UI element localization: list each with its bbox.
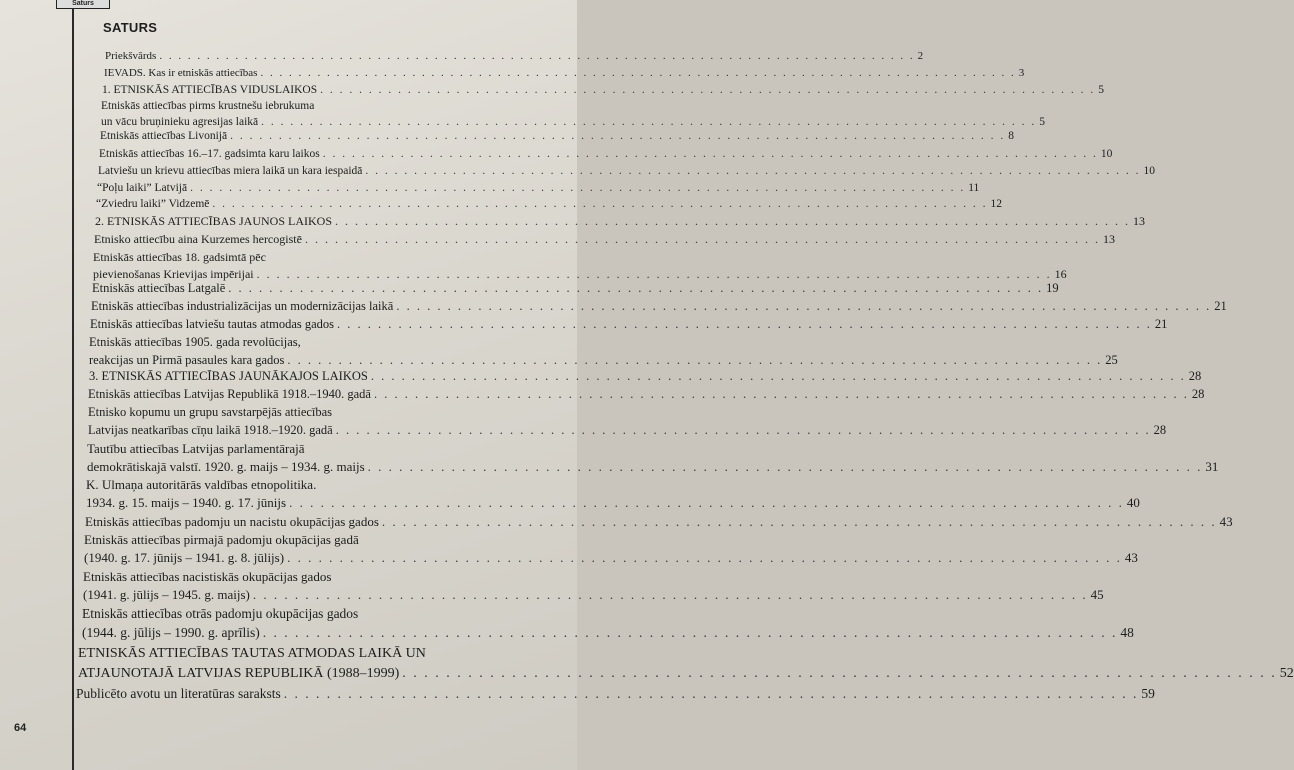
toc-entry-line: Etniskās attiecības pirmajā padomju okupācijas gadā bbox=[84, 532, 359, 547]
toc-page-number: 43 bbox=[1124, 550, 1138, 566]
dot-leader: . . . . . . . . . . . . . . . . . . . . . . . . . . . . . . . . . . . . . . . . . . . . . . . . . . . . . . . . . . . . . . . . . . . . . . . . . . . . . . . . bbox=[287, 550, 1122, 566]
toc-page-number: 21 bbox=[1154, 317, 1168, 331]
toc-entry-title: Publicēto avotu un literatūras saraksts bbox=[76, 686, 281, 701]
toc-entry-line: Etniskās attiecības nacistiskās okupācijas gados bbox=[83, 569, 332, 584]
toc-entry[interactable] bbox=[96, 198, 1003, 210]
dot-leader: . . . . . . . . . . . . . . . . . . . . . . . . . . . . . . . . . . . . . . . . . . . . . . . . . . . . . . . . . . . . . . . . . . . . . . . . . . . . . . . . bbox=[212, 198, 988, 210]
dot-leader: . . . . . . . . . . . . . . . . . . . . . . . . . . . . . . . . . . . . . . . . . . . . . . . . . . . . . . . . . . . . . . . . . . . . . . . . . . . . . . . . bbox=[335, 422, 1151, 437]
toc-entry-title: Etniskās attiecības latviešu tautas atmodas gados bbox=[90, 317, 335, 331]
dot-leader: . . . . . . . . . . . . . . . . . . . . . . . . . . . . . . . . . . . . . . . . . . . . . . . . . . . . . . . . . . . . . . . . . . . . . . . . . . . . . . . . bbox=[252, 587, 1088, 603]
toc-page-number: 10 bbox=[1100, 148, 1113, 160]
toc-entry[interactable] bbox=[82, 624, 1134, 641]
toc-entry-title: ATJAUNOTAJĀ LATVIJAS REPUBLIKĀ (1988–1999) bbox=[78, 665, 400, 681]
toc-entry-line: ETNISKĀS ATTIECĪBAS TAUTAS ATMODAS LAIKĀ UN bbox=[78, 646, 426, 661]
toc-entry[interactable] bbox=[94, 232, 1115, 247]
toc-entry-title: (1940. g. 17. jūnijs – 1941. g. 8. jūlijs) bbox=[84, 550, 285, 566]
toc-page-number: 11 bbox=[968, 182, 980, 194]
toc-entry-title: IEVADS. Kas ir etniskās attiecības bbox=[104, 67, 258, 79]
toc-entry-line: Etniskās attiecības 1905. gada revolūcijas, bbox=[89, 335, 301, 349]
toc-entry-title: (1941. g. jūlijs – 1945. g. maijs) bbox=[83, 587, 250, 603]
dot-leader: . . . . . . . . . . . . . . . . . . . . . . . . . . . . . . . . . . . . . . . . . . . . . . . . . . . . . . . . . . . . . . . . . . . . . . . . . . . . . . . . bbox=[283, 686, 1139, 701]
page-number: 64 bbox=[14, 722, 27, 734]
toc-page-number: 2 bbox=[917, 50, 924, 62]
dot-leader: . . . . . . . . . . . . . . . . . . . . . . . . . . . . . . . . . . . . . . . . . . . . . . . . . . . . . . . . . . . . . . . . . . . . . . . . . . . . . . . . bbox=[322, 148, 1098, 160]
toc-entry[interactable] bbox=[90, 317, 1168, 332]
toc-page-number: 3 bbox=[1018, 67, 1025, 79]
toc-entry-line: K. Ulmaņa autoritārās valdības etnopolitika. bbox=[86, 477, 317, 492]
toc-page-number: 19 bbox=[1046, 281, 1059, 295]
toc-page-number: 13 bbox=[1102, 232, 1115, 246]
toc-entry[interactable] bbox=[99, 148, 1113, 160]
toc-entry[interactable] bbox=[86, 495, 1140, 511]
dot-leader: . . . . . . . . . . . . . . . . . . . . . . . . . . . . . . . . . . . . . . . . . . . . . . . . . . . . . . . . . . . . . . . . . . . . . . . . . . . . . . . . bbox=[370, 369, 1186, 383]
dot-leader: . . . . . . . . . . . . . . . . . . . . . . . . . . . . . . . . . . . . . . . . . . . . . . . . . . . . . . . . . . . . . . . . . . . . . . . . . . . . . . . . bbox=[337, 317, 1152, 331]
dot-leader: . . . . . . . . . . . . . . . . . . . . . . . . . . . . . . . . . . . . . . . . . . . . . . . . . . . . . . . . . . . . . . . . . . . . . . . . . . . . . . . . bbox=[159, 50, 915, 62]
dot-leader: . . . . . . . . . . . . . . . . . . . . . . . . . . . . . . . . . . . . . . . . . . . . . . . . . . . . . . . . . . . . . . . . . . . . . . . . . . . . . . . . bbox=[373, 387, 1189, 401]
toc-page-number: 52 bbox=[1279, 665, 1294, 681]
toc-page-number: 40 bbox=[1126, 495, 1140, 511]
dot-leader: . . . . . . . . . . . . . . . . . . . . . . . . . . . . . . . . . . . . . . . . . . . . . . . . . . . . . . . . . . . . . . . . . . . . . . . . . . . . . . . . bbox=[260, 67, 1016, 79]
toc-entry[interactable] bbox=[83, 587, 1104, 603]
toc-entry-title: (1944. g. jūlijs – 1990. g. aprīlis) bbox=[82, 624, 260, 640]
toc-entry[interactable] bbox=[76, 686, 1155, 702]
toc-entry[interactable] bbox=[89, 369, 1202, 384]
toc-entry-line: Etniskās attiecības otrās padomju okupācijas gados bbox=[82, 606, 359, 621]
dot-leader: . . . . . . . . . . . . . . . . . . . . . . . . . . . . . . . . . . . . . . . . . . . . . . . . . . . . . . . . . . . . . . . . . . . . . . . . . . . . . . . . bbox=[396, 299, 1212, 313]
toc-entry[interactable] bbox=[89, 352, 1118, 368]
toc-page-number: 13 bbox=[1133, 214, 1146, 228]
toc-entry-line: Tautību attiecības Latvijas parlamentārajā bbox=[87, 441, 305, 456]
toc-page-number: 28 bbox=[1188, 369, 1202, 383]
toc-page-number: 28 bbox=[1191, 387, 1205, 401]
dot-leader: . . . . . . . . . . . . . . . . . . . . . . . . . . . . . . . . . . . . . . . . . . . . . . . . . . . . . . . . . . . . . . . . . . . . . . . . . . . . . . . . bbox=[304, 232, 1100, 246]
toc-page-number: 8 bbox=[1008, 130, 1014, 142]
page-title: SATURS bbox=[103, 20, 158, 35]
toc-entry[interactable] bbox=[91, 299, 1227, 314]
toc-entry-title: Etniskās attiecības Latvijas Republikā 1918.–1940. gadā bbox=[88, 387, 371, 401]
dot-leader: . . . . . . . . . . . . . . . . . . . . . . . . . . . . . . . . . . . . . . . . . . . . . . . . . . . . . . . . . . . . . . . . . . . . . . . . . . . . . . . . bbox=[367, 459, 1203, 475]
toc-entry[interactable] bbox=[105, 50, 924, 62]
toc-page-number: 25 bbox=[1105, 352, 1118, 367]
toc-page-number: 59 bbox=[1141, 686, 1155, 701]
dot-leader: . . . . . . . . . . . . . . . . . . . . . . . . . . . . . . . . . . . . . . . . . . . . . . . . . . . . . . . . . . . . . . . . . . . . . . . . . . . . . . . . bbox=[228, 281, 1044, 295]
toc-entry-title: 3. ETNISKĀS ATTIECĪBAS JAUNĀKAJOS LAIKOS bbox=[89, 369, 368, 383]
dot-leader: . . . . . . . . . . . . . . . . . . . . . . . . . . . . . . . . . . . . . . . . . . . . . . . . . . . . . . . . . . . . . . . . . . . . . . . . . . . . . . . . bbox=[289, 495, 1124, 511]
toc-page-number: 16 bbox=[1054, 266, 1067, 281]
dot-leader: . . . . . . . . . . . . . . . . . . . . . . . . . . . . . . . . . . . . . . . . . . . . . . . . . . . . . . . . . . . . . . . . . . . . . . . . . . . . . . . . bbox=[335, 214, 1131, 228]
toc-entry-title: “Poļu laiki” Latvijā bbox=[97, 182, 188, 194]
dot-leader: . . . . . . . . . . . . . . . . . . . . . . . . . . . . . . . . . . . . . . . . . . . . . . . . . . . . . . . . . . . . . . . . . . . . . . . . . . . . . . . . bbox=[402, 665, 1277, 681]
toc-entry-line: Etnisko kopumu un grupu savstarpējās attiecības bbox=[88, 405, 333, 419]
dot-leader: . . . . . . . . . . . . . . . . . . . . . . . . . . . . . . . . . . . . . . . . . . . . . . . . . . . . . . . . . . . . . . . . . . . . . . . . . . . . . . . . bbox=[261, 116, 1037, 129]
toc-entry-title: Etniskās attiecības padomju un nacistu okupācijas gados bbox=[85, 514, 379, 529]
toc-entry-title: 2. ETNISKĀS ATTIECĪBAS JAUNOS LAIKOS bbox=[95, 214, 333, 228]
toc-entry-title: “Zviedru laiki” Vidzemē bbox=[96, 198, 210, 210]
toc-entry-title: Etniskās attiecības 16.–17. gadsimta karu laikos bbox=[99, 148, 320, 160]
header-tab: Saturs bbox=[56, 0, 110, 9]
toc-entry-title: Etnisko attiecību aina Kurzemes hercogistē bbox=[94, 232, 302, 246]
toc-entry[interactable] bbox=[93, 266, 1067, 282]
toc-entry-title: pievienošanas Krievijas impērijai bbox=[93, 266, 254, 281]
dot-leader: . . . . . . . . . . . . . . . . . . . . . . . . . . . . . . . . . . . . . . . . . . . . . . . . . . . . . . . . . . . . . . . . . . . . . . . . . . . . . . . . bbox=[256, 266, 1052, 281]
toc-entry[interactable] bbox=[87, 459, 1219, 475]
toc-entry-title: Latviešu un krievu attiecības miera laikā un kara iespaidā bbox=[98, 165, 363, 177]
toc-page-number: 5 bbox=[1039, 116, 1045, 129]
toc-page-number: 28 bbox=[1153, 422, 1167, 437]
toc-entry[interactable] bbox=[104, 67, 1025, 79]
toc-page-number: 31 bbox=[1205, 459, 1219, 475]
toc-entry[interactable] bbox=[98, 165, 1156, 177]
toc-entry[interactable] bbox=[88, 422, 1167, 438]
toc-entry[interactable] bbox=[101, 116, 1045, 129]
toc-entry[interactable] bbox=[95, 214, 1146, 229]
dot-leader: . . . . . . . . . . . . . . . . . . . . . . . . . . . . . . . . . . . . . . . . . . . . . . . . . . . . . . . . . . . . . . . . . . . . . . . . . . . . . . . . bbox=[230, 130, 1006, 142]
dot-leader: . . . . . . . . . . . . . . . . . . . . . . . . . . . . . . . . . . . . . . . . . . . . . . . . . . . . . . . . . . . . . . . . . . . . . . . . . . . . . . . . bbox=[320, 84, 1096, 96]
toc-entry-title: Priekšvārds bbox=[105, 50, 157, 62]
toc-entry[interactable] bbox=[97, 182, 980, 194]
toc-entry[interactable] bbox=[85, 514, 1233, 530]
toc-page-number: 5 bbox=[1098, 84, 1104, 96]
toc-entry-title: Etniskās attiecības industrializācijas un modernizācijas laikā bbox=[91, 299, 394, 313]
toc-entry[interactable] bbox=[102, 84, 1104, 96]
toc-entry[interactable] bbox=[100, 130, 1014, 142]
dot-leader: . . . . . . . . . . . . . . . . . . . . . . . . . . . . . . . . . . . . . . . . . . . . . . . . . . . . . . . . . . . . . . . . . . . . . . . . . . . . . . . . bbox=[262, 624, 1118, 640]
toc-entry-title: Etniskās attiecības Latgalē bbox=[92, 281, 226, 295]
toc-entry-title: reakcijas un Pirmā pasaules kara gados bbox=[89, 352, 285, 367]
toc-entry-line: Etniskās attiecības pirms krustnešu iebrukuma bbox=[101, 100, 315, 112]
toc-entry-line: Etniskās attiecības 18. gadsimtā pēc bbox=[93, 250, 266, 264]
dot-leader: . . . . . . . . . . . . . . . . . . . . . . . . . . . . . . . . . . . . . . . . . . . . . . . . . . . . . . . . . . . . . . . . . . . . . . . . . . . . . . . . bbox=[365, 165, 1141, 177]
toc-page-number: 21 bbox=[1214, 299, 1227, 313]
toc-entry-title: un vācu bruņinieku agresijas laikā bbox=[101, 116, 259, 129]
dot-leader: . . . . . . . . . . . . . . . . . . . . . . . . . . . . . . . . . . . . . . . . . . . . . . . . . . . . . . . . . . . . . . . . . . . . . . . . . . . . . . . . bbox=[287, 352, 1103, 367]
toc-page-number: 10 bbox=[1143, 165, 1156, 177]
toc-page-number: 48 bbox=[1120, 624, 1134, 640]
margin-rule bbox=[72, 8, 74, 770]
toc-page-number: 12 bbox=[990, 198, 1003, 210]
toc-page-number: 45 bbox=[1090, 587, 1104, 603]
toc-entry[interactable] bbox=[78, 665, 1294, 682]
toc-entry-title: demokrātiskajā valstī. 1920. g. maijs – 1934. g. maijs bbox=[87, 459, 365, 475]
toc-entry-title: Latvijas neatkarības cīņu laikā 1918.–1920. gadā bbox=[88, 422, 333, 437]
dot-leader: . . . . . . . . . . . . . . . . . . . . . . . . . . . . . . . . . . . . . . . . . . . . . . . . . . . . . . . . . . . . . . . . . . . . . . . . . . . . . . . . bbox=[381, 514, 1217, 529]
toc-entry[interactable] bbox=[84, 550, 1138, 566]
toc-entry-title: Etniskās attiecības Livonijā bbox=[100, 130, 228, 142]
dot-leader: . . . . . . . . . . . . . . . . . . . . . . . . . . . . . . . . . . . . . . . . . . . . . . . . . . . . . . . . . . . . . . . . . . . . . . . . . . . . . . . . bbox=[190, 182, 966, 194]
toc-entry-title: 1. ETNISKĀS ATTIECĪBAS VIDUSLAIKOS bbox=[102, 84, 318, 96]
toc-entry[interactable] bbox=[88, 387, 1205, 402]
toc-page-number: 43 bbox=[1219, 514, 1233, 529]
toc-entry[interactable] bbox=[92, 281, 1059, 296]
toc-entry-title: 1934. g. 15. maijs – 1940. g. 17. jūnijs bbox=[86, 495, 287, 511]
